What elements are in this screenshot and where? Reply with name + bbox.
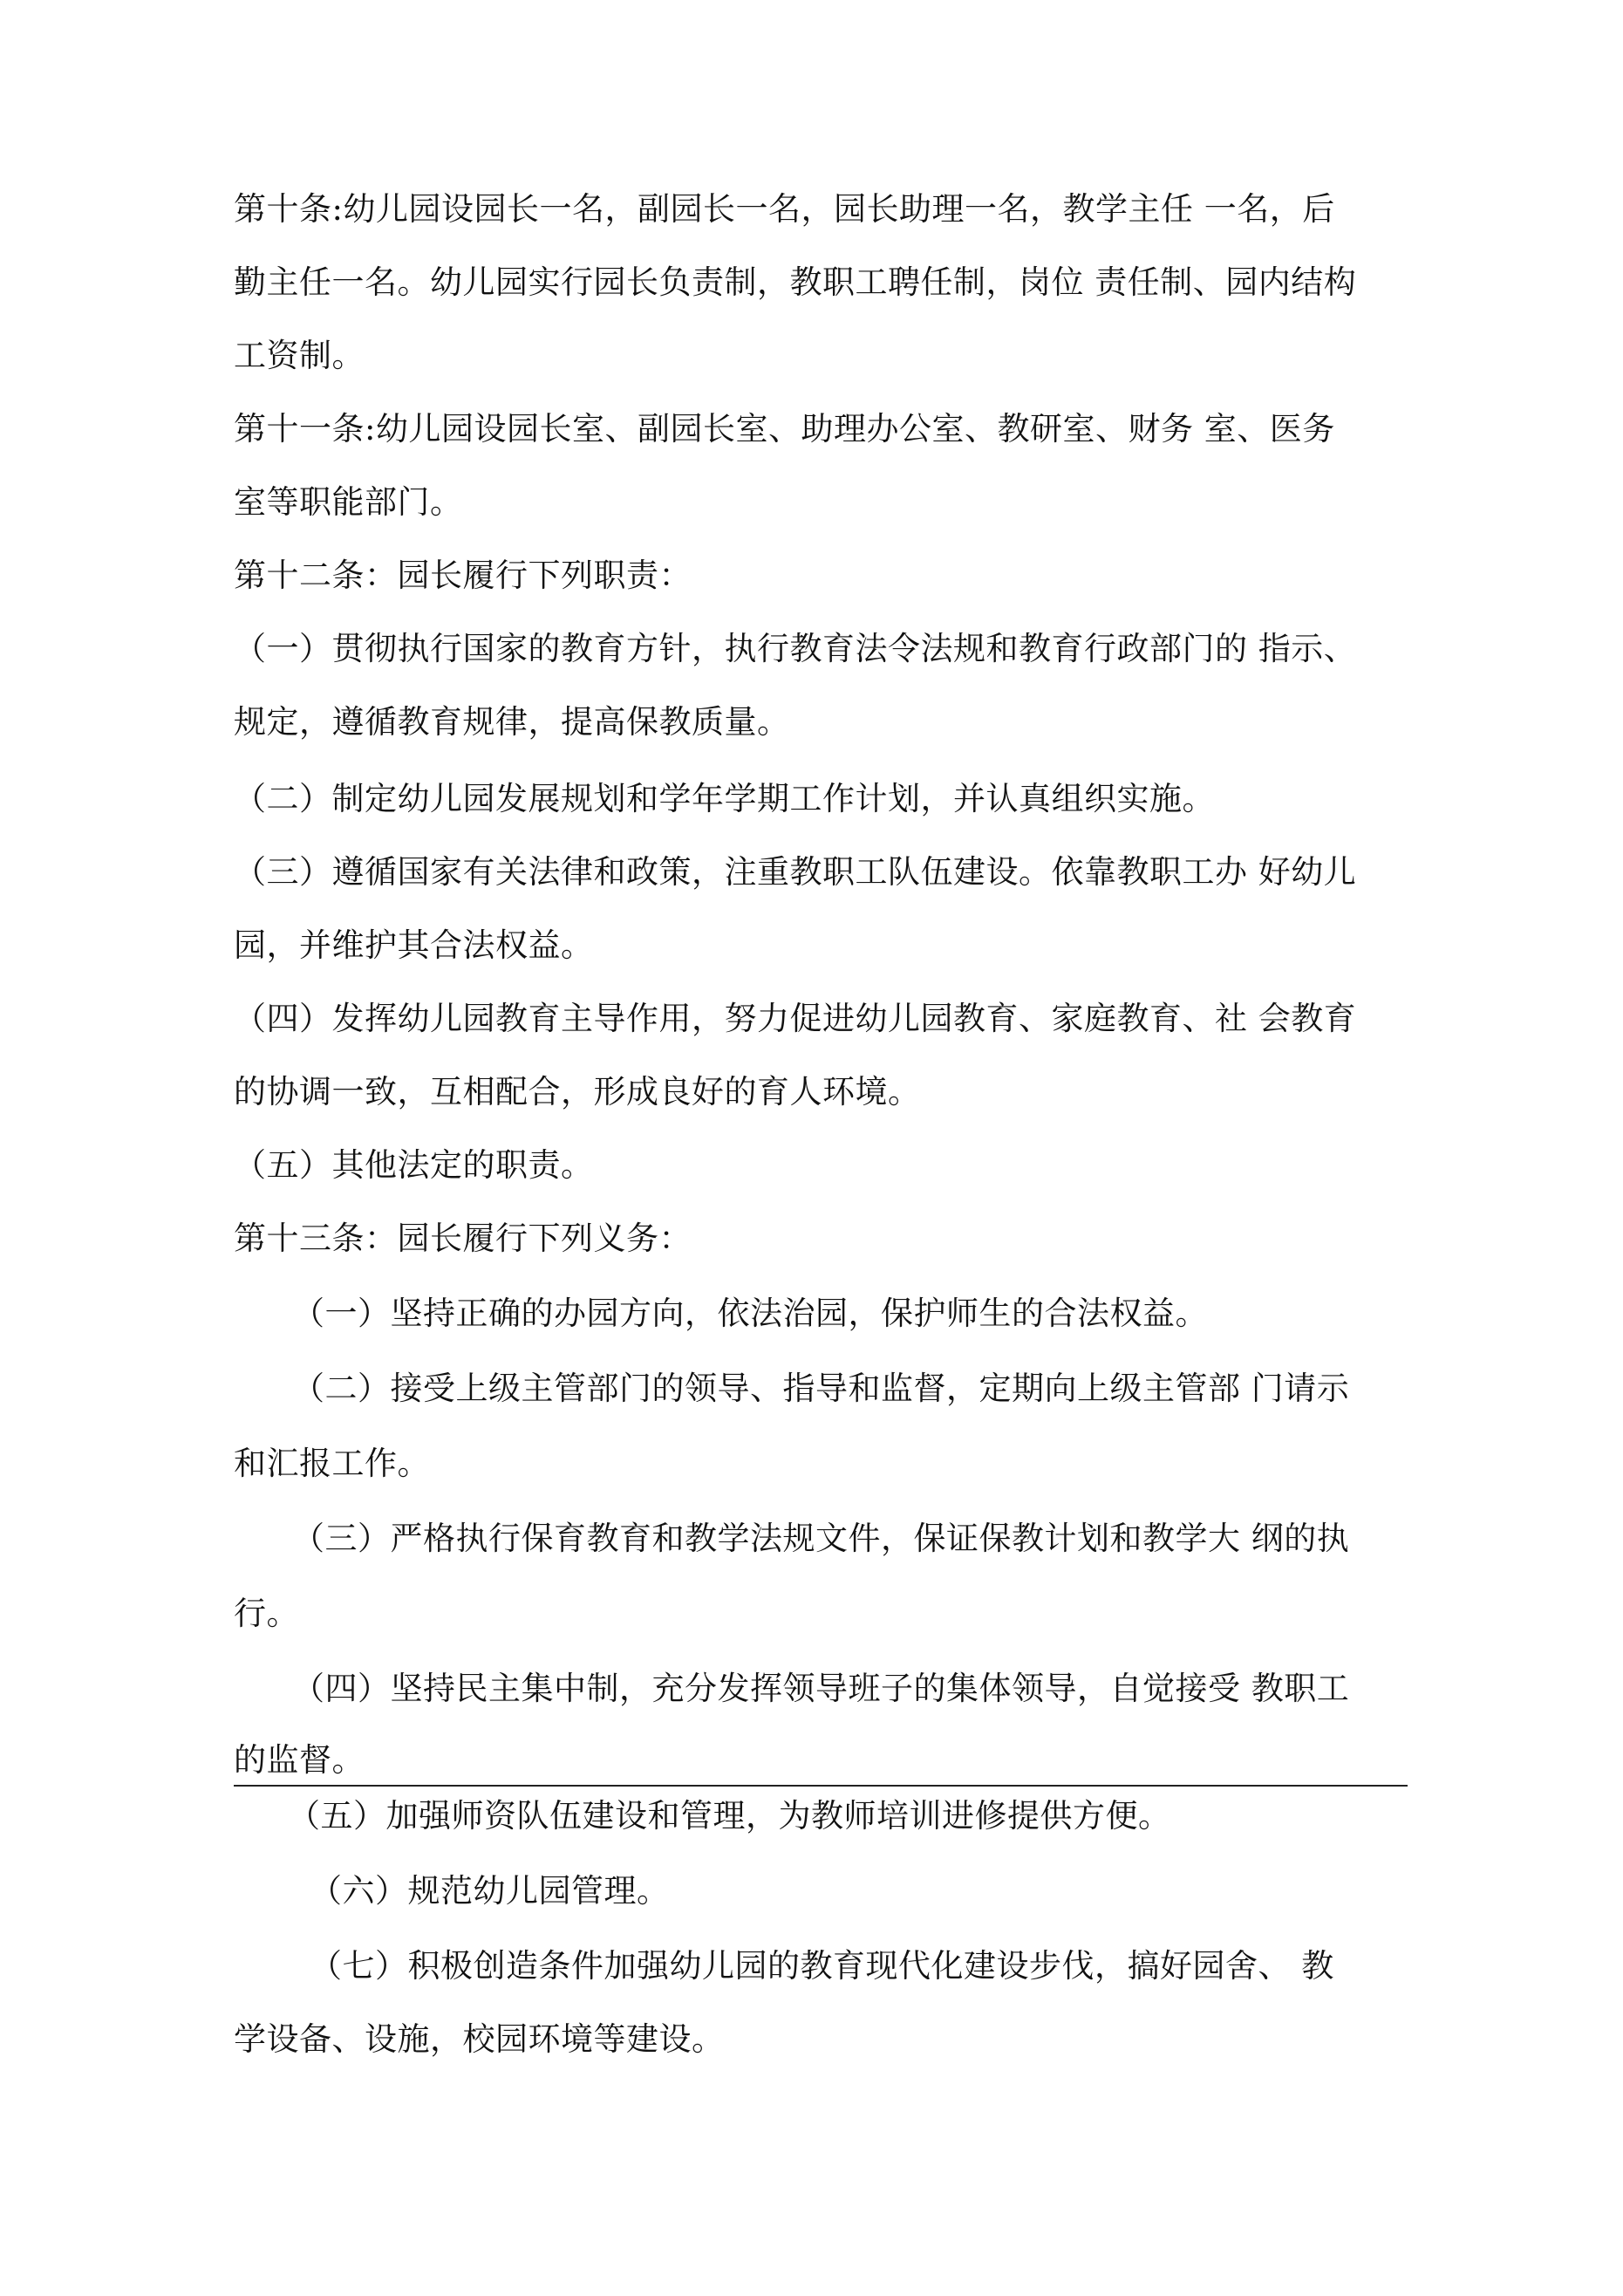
article-12-item-4-line-1: （四）发挥幼儿园教育主导作用，努力促进幼儿园教育、家庭教育、社 会教育 bbox=[234, 1000, 1357, 1037]
article-12-item-1-line-2: 规定，遵循教育规律，提高保教质量。 bbox=[234, 703, 790, 741]
article-10-line-1: 第十条:幼儿园设园长一名，副园长一名，园长助理一名，教学主任 一名，后 bbox=[234, 190, 1335, 228]
article-13-item-5: （五）加强师资队伍建设和管理，为教师培训进修提供方便。 bbox=[288, 1797, 1171, 1835]
article-13-item-7-line-1: （七）积极创造条件加强幼儿园的教育现代化建设步伐，搞好园舍、 教 bbox=[310, 1947, 1334, 1985]
article-13-item-3-line-2: 行。 bbox=[234, 1595, 299, 1632]
article-13-item-6: （六）规范幼儿园管理。 bbox=[310, 1872, 670, 1910]
article-11-line-1: 第十一条:幼儿园设园长室、副园长室、助理办公室、教研室、财务 室、医务 bbox=[234, 410, 1335, 448]
article-12-item-5: （五）其他法定的职责。 bbox=[234, 1146, 594, 1184]
article-12-item-3-line-2: 园，并维护其合法权益。 bbox=[234, 926, 594, 964]
article-13-item-3-line-1: （三）严格执行保育教育和教学法规文件，保证保教计划和教学大 纲的执 bbox=[292, 1520, 1350, 1557]
article-11-line-2: 室等职能部门。 bbox=[234, 483, 463, 521]
article-12-heading: 第十二条：园长履行下列职责： bbox=[234, 557, 692, 594]
article-10-line-2: 勤主任一名。幼儿园实行园长负责制，教职工聘任制，岗位 责任制、园内结构 bbox=[234, 263, 1357, 301]
article-12-item-3-line-1: （三）遵循国家有关法律和政策，注重教职工队伍建设。依靠教职工办 好幼儿 bbox=[234, 853, 1357, 891]
page-divider-line bbox=[234, 1785, 1408, 1787]
article-12-item-2: （二）制定幼儿园发展规划和学年学期工作计划，并认真组织实施。 bbox=[234, 780, 1215, 817]
article-13-item-2-line-1: （二）接受上级主管部门的领导、指导和监督，定期向上级主管部 门请示 bbox=[292, 1370, 1350, 1407]
article-13-item-4-line-2: 的监督。 bbox=[234, 1741, 365, 1779]
article-13-heading: 第十三条：园长履行下列义务： bbox=[234, 1220, 692, 1257]
article-13-item-4-line-1: （四）坚持民主集中制，充分发挥领导班子的集体领导，自觉接受 教职工 bbox=[292, 1670, 1350, 1707]
article-12-item-4-line-2: 的协调一致，互相配合，形成良好的育人环境。 bbox=[234, 1073, 921, 1110]
article-10-line-3: 工资制。 bbox=[234, 337, 365, 374]
article-13-item-1: （一）坚持正确的办园方向，依法治园，保护师生的合法权益。 bbox=[292, 1295, 1208, 1332]
article-12-item-1-line-1: （一）贯彻执行国家的教育方针，执行教育法令法规和教育行政部门的 指示、 bbox=[234, 630, 1357, 667]
article-13-item-2-line-2: 和汇报工作。 bbox=[234, 1445, 430, 1482]
article-13-item-7-line-2: 学设备、设施，校园环境等建设。 bbox=[234, 2020, 725, 2058]
